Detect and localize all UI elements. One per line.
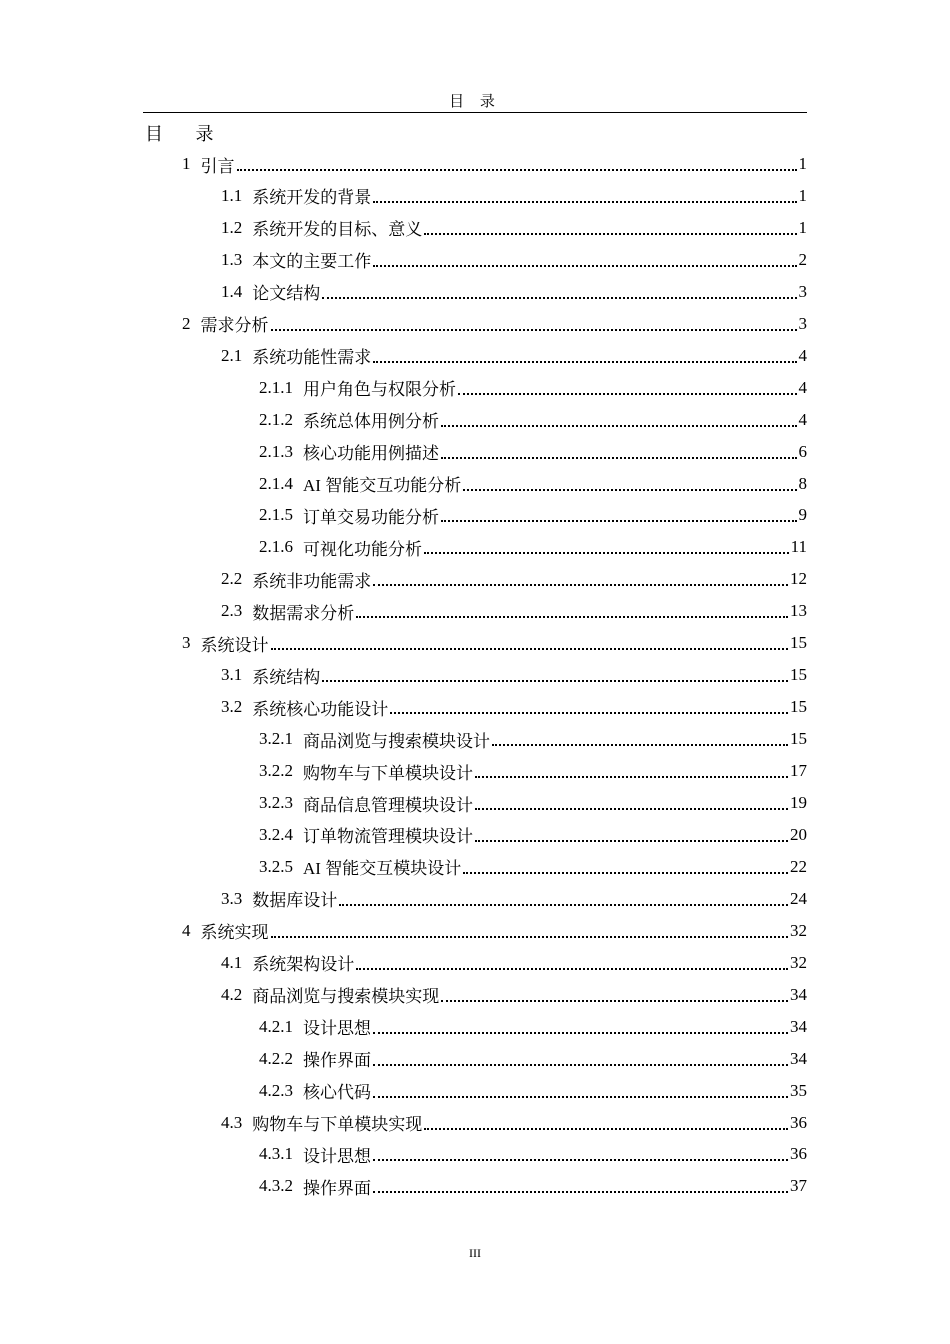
- toc-entry-page: 34: [790, 984, 807, 1004]
- page-number: III: [469, 1246, 481, 1260]
- toc-entry-number: 4: [182, 920, 191, 940]
- toc-entry-title: 设计思想: [303, 1019, 371, 1039]
- toc-entry-page: 36: [790, 1112, 807, 1132]
- toc-entry-number: 3.1: [221, 665, 243, 685]
- toc-entry-title: 商品信息管理模块设计: [303, 795, 473, 815]
- toc-dot-leader: [441, 457, 797, 459]
- toc-entry-number: 2.2: [221, 569, 243, 589]
- toc-dot-leader: [237, 169, 797, 171]
- toc-entry-page: 19: [790, 793, 807, 812]
- toc-entry-page: 34: [790, 1016, 807, 1036]
- toc-entry-page: 2: [798, 249, 807, 269]
- toc-entry-page: 22: [790, 856, 807, 876]
- toc-entry[interactable]: [221, 212, 807, 244]
- toc-entry-page: 3: [798, 281, 807, 301]
- toc-entry-title: 需求分析: [200, 316, 269, 336]
- toc-entry-title: 系统非功能需求: [252, 571, 372, 591]
- toc-entry-page: 4: [798, 409, 807, 429]
- toc-entry[interactable]: [221, 1107, 807, 1139]
- toc-dot-leader: [339, 904, 788, 906]
- toc-entry-number: 1.3: [221, 249, 243, 269]
- toc-dot-leader: [373, 265, 796, 267]
- toc-entry[interactable]: [221, 595, 807, 627]
- toc-entry-page: 15: [790, 633, 807, 653]
- toc-dot-leader: [373, 361, 796, 363]
- toc-entry[interactable]: [221, 691, 807, 723]
- toc-entry-number: 2.1.6: [259, 537, 293, 557]
- toc-entry-title: 购物车与下单模块实现: [252, 1115, 423, 1134]
- toc-entry-title: 系统实现: [200, 923, 269, 943]
- toc-dot-leader: [373, 1191, 788, 1193]
- toc-dot-leader: [356, 616, 788, 618]
- toc-entry[interactable]: [221, 659, 807, 691]
- toc-entry-number: 4.3.1: [259, 1144, 293, 1164]
- toc-entry-page: 11: [790, 537, 807, 557]
- toc-entry-title: 可视化功能分析: [303, 539, 422, 559]
- toc-entry-number: 2.1.5: [259, 505, 293, 525]
- toc-entry[interactable]: [182, 148, 807, 180]
- toc-dot-leader: [475, 840, 788, 842]
- toc-dot-leader: [373, 584, 788, 586]
- toc-entry-page: 3: [798, 313, 807, 333]
- toc-entry[interactable]: [221, 276, 807, 308]
- toc-entry-title: 商品浏览与搜索模块实现: [252, 987, 440, 1007]
- toc-entry-number: 4.2: [221, 984, 243, 1004]
- toc-entry-title: 系统结构: [252, 667, 321, 687]
- toc-entry-page: 4: [798, 377, 807, 397]
- toc-entry-title: 系统设计: [200, 635, 269, 655]
- toc-entry-number: 3.2.1: [259, 729, 293, 749]
- toc-dot-leader: [492, 744, 788, 746]
- toc-entry-number: 4.3: [221, 1112, 243, 1132]
- toc-entry-number: 2.3: [221, 601, 243, 621]
- toc-entry-title: 订单物流管理模块设计: [303, 827, 473, 847]
- toc-entry-number: 3.2.5: [259, 856, 293, 876]
- toc-entry-page: 20: [790, 824, 807, 844]
- toc-entry-number: 3.2.2: [259, 761, 293, 781]
- toc-dot-leader: [373, 201, 796, 203]
- toc-dot-leader: [441, 520, 797, 522]
- toc-entry-title: 系统架构设计: [252, 955, 355, 975]
- toc-entry[interactable]: [259, 436, 807, 468]
- toc-entry[interactable]: [221, 979, 807, 1011]
- toc-dot-leader: [424, 233, 796, 235]
- toc-entry-page: 34: [790, 1048, 807, 1068]
- toc-dot-leader: [441, 425, 797, 427]
- toc-entry[interactable]: [259, 1170, 807, 1202]
- toc-dot-leader: [463, 489, 796, 491]
- toc-dot-leader: [390, 712, 788, 714]
- toc-entry-title: 购物车与下单模块设计: [303, 763, 473, 783]
- toc-entry-title: 论文结构: [252, 284, 321, 304]
- toc-entry[interactable]: [259, 819, 807, 851]
- toc-entry-number: 2.1.3: [259, 441, 293, 461]
- toc-entry-title: AI 智能交互功能分析: [303, 476, 462, 495]
- toc-dot-leader: [373, 1064, 788, 1066]
- toc-entry-page: 1: [798, 217, 807, 237]
- toc-dot-leader: [356, 968, 788, 970]
- toc-entry-number: 4.2.2: [259, 1048, 293, 1068]
- toc-entry-title: 引言: [200, 156, 235, 176]
- toc-entry-page: 15: [790, 697, 807, 717]
- toc-entry-title: 系统总体用例分析: [303, 412, 439, 432]
- toc-entry[interactable]: [259, 723, 807, 755]
- toc-entry-page: 4: [798, 345, 807, 365]
- toc-entry-page: 15: [790, 665, 807, 685]
- toc-entry-title: 操作界面: [303, 1178, 371, 1198]
- toc-entry-number: 3.3: [221, 888, 243, 908]
- toc-entry-number: 1.4: [221, 281, 243, 301]
- toc-entry-title: 设计思想: [303, 1146, 371, 1166]
- toc-entry-title: 系统核心功能设计: [252, 699, 389, 719]
- header-rule: [143, 112, 807, 113]
- toc-entry[interactable]: [259, 755, 807, 787]
- toc-dot-leader: [271, 648, 789, 650]
- toc-entry-page: 15: [790, 729, 807, 749]
- toc-entry-page: 13: [790, 601, 807, 621]
- toc-entry-number: 4.1: [221, 952, 243, 972]
- toc-entry-page: 9: [798, 505, 807, 525]
- toc-entry-page: 32: [790, 952, 807, 972]
- toc-dot-leader: [441, 1000, 788, 1002]
- toc-entry-page: 12: [790, 569, 807, 589]
- toc-entry-page: 6: [798, 441, 807, 461]
- toc-dot-leader: [475, 808, 788, 810]
- toc-entry[interactable]: [259, 851, 807, 883]
- toc-entry-title: 数据库设计: [252, 891, 338, 911]
- toc-entry-title: 用户角色与权限分析: [303, 380, 456, 400]
- toc-dot-leader: [322, 297, 796, 299]
- toc-entry-page: 17: [790, 761, 807, 781]
- toc-dot-leader: [463, 872, 788, 874]
- toc-entry-number: 1.1: [221, 185, 243, 205]
- toc-entry-number: 4.2.3: [259, 1080, 293, 1100]
- toc-entry-title: 操作界面: [303, 1051, 371, 1071]
- toc-entry-page: 1: [798, 185, 807, 205]
- toc-entry-page: 32: [790, 920, 807, 940]
- toc-entry-number: 2.1.1: [259, 377, 293, 397]
- toc-dot-leader: [271, 936, 789, 938]
- toc-entry-number: 3.2.4: [259, 824, 293, 844]
- toc-entry-page: 35: [790, 1080, 807, 1100]
- toc-dot-leader: [475, 776, 788, 778]
- toc-dot-leader: [373, 1032, 788, 1034]
- toc-entry[interactable]: [221, 244, 807, 276]
- toc-entry-title: AI 智能交互模块设计: [303, 859, 462, 879]
- toc-entry-number: 4.2.1: [259, 1016, 293, 1036]
- toc-entry-number: 2: [182, 313, 191, 333]
- toc-entry[interactable]: [259, 404, 807, 436]
- toc-entry-number: 3.2.3: [259, 793, 293, 812]
- toc-dot-leader: [271, 329, 797, 331]
- toc-dot-leader: [424, 1128, 788, 1130]
- toc-entry[interactable]: [182, 915, 807, 947]
- toc-entry-number: 1.2: [221, 217, 243, 237]
- page-header: 目 录: [449, 94, 501, 110]
- toc-entry[interactable]: [182, 308, 807, 340]
- toc-entry-number: 2.1: [221, 345, 243, 365]
- toc-entry[interactable]: [221, 947, 807, 979]
- toc-entry-number: 2.1.2: [259, 409, 293, 429]
- toc-entry[interactable]: [259, 531, 807, 563]
- toc-entry-page: 8: [798, 473, 807, 493]
- toc-entry-number: 2.1.4: [259, 473, 293, 493]
- toc-dot-leader: [424, 552, 789, 554]
- toc-entry[interactable]: [259, 468, 807, 500]
- toc-title: 目 录: [145, 124, 228, 144]
- toc-entry-number: 1: [182, 154, 191, 173]
- toc-entry-title: 系统开发的目标、意义: [252, 220, 423, 240]
- toc-entry-number: 3.2: [221, 697, 243, 717]
- toc-entry[interactable]: [259, 1043, 807, 1075]
- toc-entry[interactable]: [259, 787, 807, 819]
- toc-entry-title: 核心功能用例描述: [303, 444, 439, 464]
- toc-dot-leader: [458, 393, 797, 395]
- toc-entry-title: 本文的主要工作: [252, 252, 372, 272]
- toc-entry-title: 系统开发的背景: [252, 188, 372, 208]
- toc-entry-title: 系统功能性需求: [252, 348, 372, 368]
- toc-entry[interactable]: [221, 563, 807, 595]
- toc-entry[interactable]: [259, 1075, 807, 1107]
- toc-entry-page: 37: [790, 1176, 807, 1196]
- toc-dot-leader: [373, 1159, 788, 1161]
- toc-entry-number: 3: [182, 633, 191, 653]
- toc-entry-title: 数据需求分析: [252, 603, 355, 623]
- toc-dot-leader: [322, 680, 788, 682]
- toc-entry[interactable]: [259, 372, 807, 404]
- toc-entry-page: 1: [798, 154, 807, 173]
- toc-entry[interactable]: [221, 340, 807, 372]
- toc-entry-title: 订单交易功能分析: [303, 507, 439, 527]
- toc-entry-page: 24: [790, 888, 807, 908]
- toc-entry[interactable]: [259, 499, 807, 531]
- toc-dot-leader: [373, 1096, 788, 1098]
- toc-entry-title: 商品浏览与搜索模块设计: [303, 731, 490, 751]
- toc-entry-number: 4.3.2: [259, 1176, 293, 1196]
- toc-entry[interactable]: [259, 1138, 807, 1170]
- toc-entry[interactable]: [182, 627, 807, 659]
- toc-entry[interactable]: [221, 180, 807, 212]
- toc-entry-page: 36: [790, 1144, 807, 1164]
- toc-entry[interactable]: [221, 883, 807, 915]
- toc-entry[interactable]: [259, 1011, 807, 1043]
- toc-entry-title: 核心代码: [303, 1083, 371, 1103]
